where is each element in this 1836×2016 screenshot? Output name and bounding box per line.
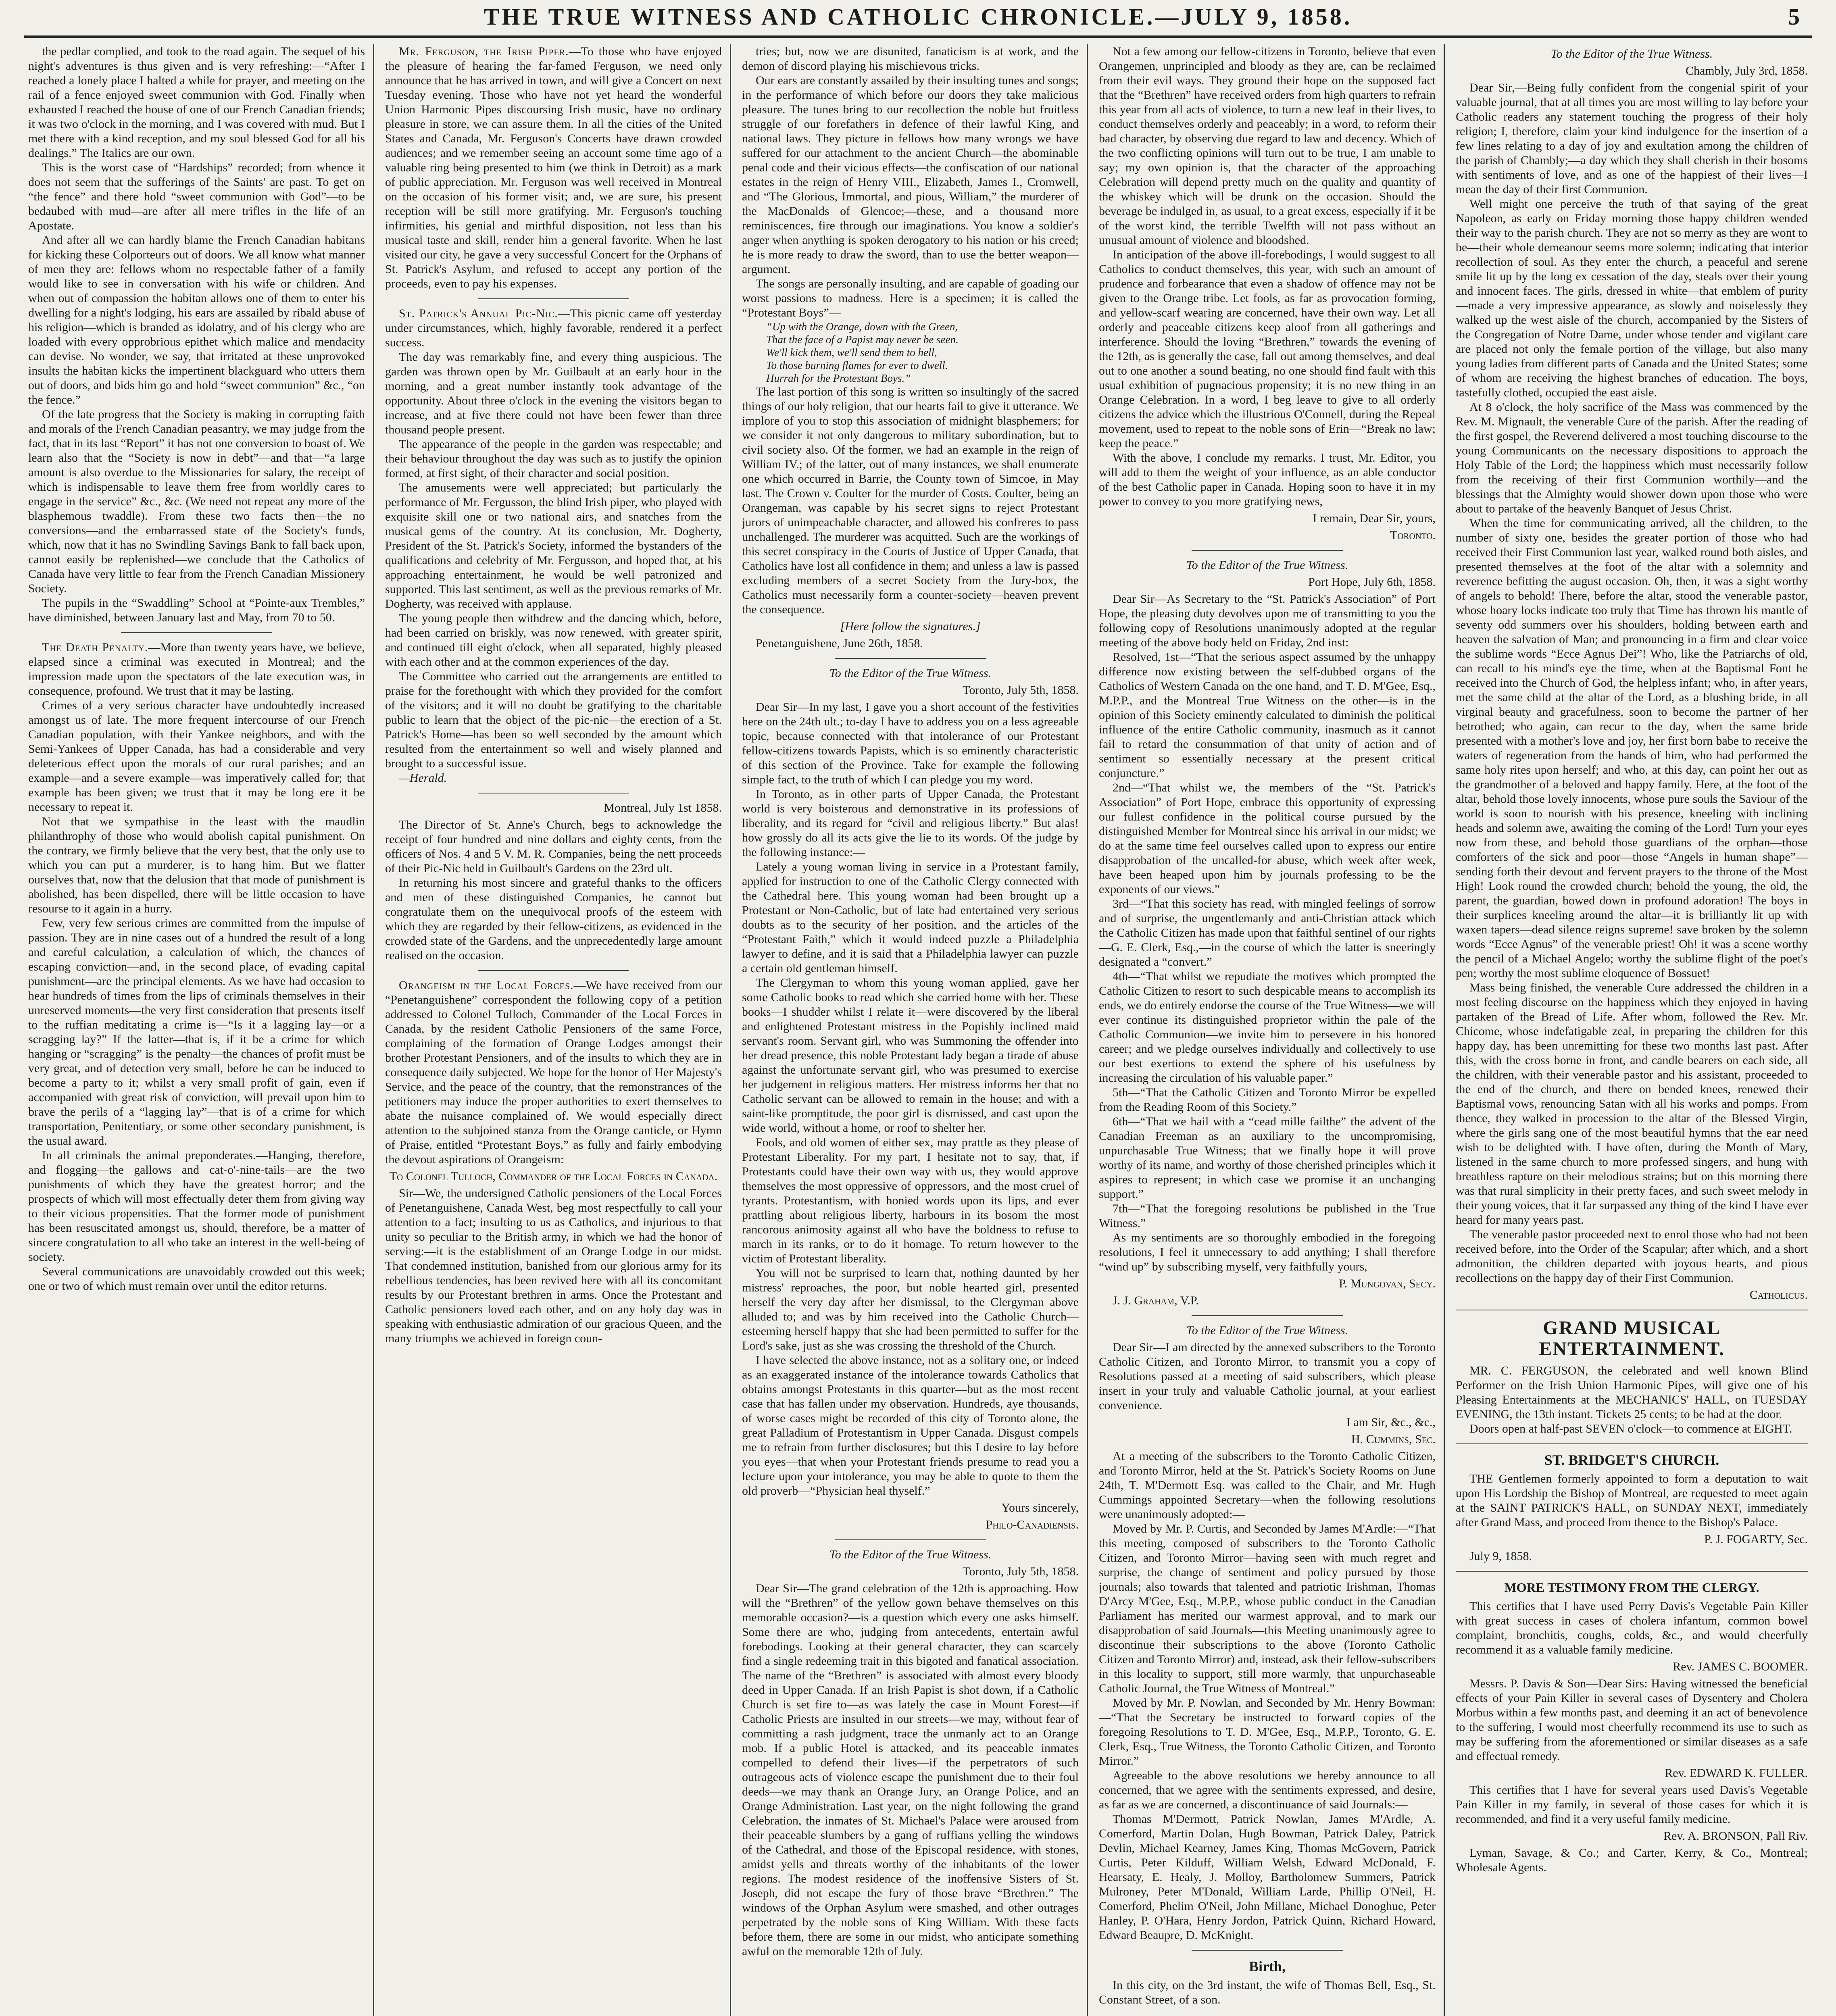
signature: Rev. A. BRONSON, Pall Riv.: [1663, 1829, 1808, 1843]
signature: Toronto.: [1390, 529, 1436, 542]
dateline: Chambly, July 3rd, 1858.: [1685, 64, 1808, 77]
paragraph: Of the late progress that the Society is making in corrupting faith and morals of the French Canadian peasantry, we may judge from the fact, that in its last “Report” it has not one conversion to boast of. We learn also that the “Society is now in debt”—and that—“a large amount is also overdue to the Missionaries for salary, the receipt of which is indispensable to leave them free from worldly cares to engage in the service” &c., &c. (We need not repeat any more of the blasphemous twaddle). From these two facts then—the no conversions—and the embarrassed state of the Society's funds, which, now that it has no Swindling Savings Bank to fall back upon, cannot easily be replenished—we conclude that the Catholics of Canada have very little to fear from the French Canadian Missionery Society.: [28, 408, 365, 595]
signature-closing: I remain, Dear Sir, yours,: [1313, 512, 1436, 525]
paragraph: Our ears are constantly assailed by their insulting tunes and songs; in the performance of which before our doors they take malicious pleasure. The tunes bring to our recollection the noble but fruitless struggle of our forefathers in defence of their lawful King, and national laws. They picture in fellows how many wrongs we have suffered for our attachment to the ancient Church—the abominable penal code and their vicious effects—the confiscation of our national estates in the reign of Henry VIII., Elizabeth, James I., Cromwell, and “The Glorious, Immortal, and pious, William,” the murderer of the MacDonalds of Glencoe;—these, and a thousand more reminiscences, fire through our imaginations. You know a soldier's anger when anything is spoken derogatory to his nation or his creed; he is more ready to draw the sword, than to use the better weapon—argument.: [742, 74, 1079, 276]
paragraph: Not that we sympathise in the least with the maudlin philanthrophy of those who would abolish capital punishment. On the contrary, we firmly believe that the very best, that the only use to which you can put a murderer, is to hang him. But we flatter ourselves that, now that the delusion that that mode of punishment is abolished, has been dispelled, there will be little occasion to have resourse to it again in a hurry.: [28, 815, 365, 915]
paragraph: This is the worst case of “Hardships” recorded; from whence it does not seem that the sufferings of the Saints' are past. To get on “the fence” and there hold “sweet communion with God”—to be bedaubed with mud—are after all mere trifles in the life of an Apostate.: [28, 161, 365, 232]
article-heading: The Death Penalty.: [42, 641, 148, 654]
paragraph: the pedlar complied, and took to the road again. The sequel of his night's adventures is thus given and is very refreshing:—“After I reached a lonely place I halted a while for prayer, and meeting on the rail of a fence enjoyed sweet communion with God. Finally when exhausted I reached the house of one of our French Canadian friends; it was two o'clock in the morning, and I was covered with mud. But I met there with a kind reception, and my soul blessed God for all his dealings.” The Italics are our own.: [28, 45, 365, 160]
paragraph: In Toronto, as in other parts of Upper Canada, the Protestant world is very boisterous and demonstrative in its professions of liberality, and its regard for “civil and religious liberty.” But alas! how grossly do all its acts give the lie to its words. Of the judge by the following instance:—: [742, 787, 1079, 859]
column-rule: [1444, 44, 1445, 2016]
paragraph: Well might one perceive the truth of that saying of the great Napoleon, as early on Friday morning those happy children wended their way to the parish church. They are not so merry as they are wont to be—their whole demeanour seems more solemn; indicating that interior recollection of soul. As they enter the church, a peaceful and serene smile lit up by the long ex cessation of the day, steals over their young and innocent faces. The girls, dressed in white—that emblem of purity—made a very impressive appearance, as slowly and noiselessly they walked up the west aisle of the church, accompanied by the Sisters of the Congregation of Notre Dame, under whose tender and vigilant care are placed not only the female portion of the village, but also many young ladies from different parts of Canada and the United States; some of whom are receiving the highest branches of education. The boys, tastefully clothed, occupied the east aisle.: [1456, 197, 1808, 399]
paragraph: The songs are personally insulting, and are capable of goading our worst passions to madness. Here is a specimen; it is called the “Protestant Boys”—: [742, 277, 1079, 319]
signature: Rev. EDWARD K. FULLER.: [1665, 1766, 1808, 1780]
paragraph: Dear Sir—I am directed by the annexed subscribers to the Toronto Catholic Citizen, and Toronto Mirror, to transmit you a copy of Resolutions passed at a meeting of said subscribers, which please insert in your truly and valuable Catholic journal, at your earliest convenience.: [1099, 1341, 1436, 1412]
resolution: 3rd—“That this society has read, with mingled feelings of sorrow and of surprise, the ungentlemanly and anti-Christian attack which the Catholic Citizen has made upon that faithful sentinel of our rights—G. E. Clerk, Esq.,—in the course of which the latter is sneeringly designated a “convert.”: [1099, 897, 1436, 968]
masthead: [24, 0, 1812, 38]
letter-address: To Colonel Tulloch, Commander of the Local Forces in Canada.: [389, 1170, 718, 1183]
paragraph: At a meeting of the subscribers to the Toronto Catholic Citizen, and Toronto Mirror, held at the St. Patrick's Society Rooms on June 24th, T. M'Dermott Esq. was called to the Chair, and Mr. Hugh Cummings appointed Secretary—when the following resolutions were unanimously adopted:—: [1099, 1450, 1436, 1521]
paragraph: You will not be surprised to learn that, nothing daunted by her mistress' reproaches, the poor, but noble hearted girl, presented herself the very day after her dismissal, to the Clergyman above alluded to; and was by him received into the Catholic Church—esteeming herself happy that she had been permitted to suffer for the Lord's sake, just as she was crossing the threshold of the Church.: [742, 1266, 1079, 1352]
editor-notice: Several communications are unavoidably crowded out this week; one or two of which must remain over until the editor returns.: [28, 1265, 365, 1293]
letter-heading: To the Editor of the True Witness.: [1550, 47, 1713, 60]
paragraph: I have selected the above instance, not as a solitary one, or indeed as an exaggerated instance of the intolerance towards Catholics that obtains amongst Protestants in this quarter—but as the most recent case that has fallen under my observation. Hundreds, aye thousands, of worse cases might be recorded of this city of Toronto alone, the great Palladium of Protestantism in Upper Canada. Disgust compels me to refrain from further disclosures; but this I desire to lay before you eyes—that when your Protestant friends presume to read you a lecture upon your intolerance, you may be able to quote to them the old proverb—“Physician heal thyself.”: [742, 1354, 1079, 1497]
dateline: Toronto, July 5th, 1858.: [963, 1565, 1079, 1578]
place-date: Penetanguishene, June 26th, 1858.: [756, 637, 923, 650]
ad-concert-text: MR. C. FERGUSON, the celebrated and well known Blind Performer on the Irish Union Harmonic Pipes, will give one of his Pleasing Entertainments at the MECHANICS' HALL, on TUESDAY EVENING, the 13th instant. Tickets 25 cents; to be had at the door.: [1456, 1364, 1808, 1421]
testimonial: Messrs. P. Davis & Son—Dear Sirs: Having witnessed the beneficial effects of your Pain Killer in several cases of Dysentery and Cholera Morbus within a few months past, and deeming it an act of benevolence to the suffering, I would most cheerfully recommend its use to such as may be suffering from the aforementioned or similar diseases as a safe and effectual remedy.: [1456, 1677, 1808, 1763]
article-heading: Orangeism in the Local Forces.: [399, 979, 574, 992]
paragraph: In anticipation of the above ill-forebodings, I would suggest to all Catholics to conduct themselves, this year, with such an amount of prudence and forbearance that even a shadow of offence may not be given to the Orange tribe. Let fools, as far as provocation forming, and yellow-scarf wearing are concerned, have their own way. Let all orderly and peaceable citizens keep aloof from all gatherings and interference. Should the loving “Brethren,” towards the evening of the 12th, as is generally the case, fall out among themselves, and deal out to one another a sound beating, no one should find fault with this usual exhibition of pugnacious propensity; it is no new thing in an Orange Celebration. In a word, I beg leave to give to all orderly citizens the advice which the illustrious O'Connell, during the Repeal movement, used to repeat to the noble sons of Erin—“Break no law; keep the peace.”: [1099, 248, 1436, 450]
divider: [1192, 550, 1343, 551]
signature: J. J. Graham, V.P.: [1113, 1294, 1199, 1307]
ad-concert-doors: Doors open at half-past SEVEN o'clock—to commence at EIGHT.: [1469, 1422, 1792, 1435]
paragraph: The Committee who carried out the arrangements are entitled to praise for the forethought with which they provided for the comfort of the visitors; and it will no doubt be gratifying to the charitable public to learn that the object of the pic-nic—the erection of a St. Patrick's Home—has been so well seconded by the amount which resulted from the entertainment so well and wisely planned and brought to a successful issue.: [385, 670, 722, 770]
verse-line: Hurrah for the Protestant Boys.”: [766, 372, 911, 384]
divider: [1456, 1571, 1808, 1572]
paragraph: The amusements were well appreciated; but particularly the performance of Mr. Fergusson, the blind Irish piper, who played with exquisite skill one or two national airs, and snatches from the musical gems of the country. At its conclusion, Mr. Dogherty, President of the St. Patrick's Society, informed the bystanders of the qualifications and celebrity of Mr. Fergusson, and hoped that, at his approaching entertainment, he would be well patronized and supported. This last sentiment, as well as the previous remarks of Mr. Dogherty, was received with applause.: [385, 481, 722, 610]
paragraph: When the time for communicating arrived, all the children, to the number of sixty one, besides the greater portion of those who had received their First Communion last year, walked round both aisles, and presented themselves at the foot of the altar with a solemnity and reverence befitting the august occasion. Oh, then, it was a sight worthy of angels to behold! There, before the altar, stood the venerable pastor, whose hoary locks indicate too truly that Time has thrown his mantle of seventy odd summers over his shoulders, holding between earth and heaven the salvation of Man; and pronouncing in a firm and clear voice the sublime words “Ecce Agnus Dei”! Who, like the Patriarchs of old, can recall to his mind's eye the time, when at the Baptismal Font he received into the Church of God, the helpless infant; who, in after years, met the same child at the altar of the Lord, as a blushing bride, in all virginal beauty and gracefulness, soon to become the partner of her betrothed; who again, can recur to the day, when the same bride presented with a mother's love and joy, her first born babe to receive the waters of regeneration from the hands of him, who had performed the same holy rites upon herself; and who, at this day, can point her out as the grandmother of a beloved and happy family. Here, at the foot of the altar, behold those lovely innocents, whose pure souls the Saviour of the world is soon to nourish with his presence, kneeling with inclining heads and solemn awe, awaiting the coming of the Lord! Turn your eyes now from these, and behold those guardians of the orphan—those comforters of the sick and poor—those “Angels in human shape”—sending forth their devout and fervent prayers to the throne of the Most High! Look round the crowded church; behold the young, the old, the parent, the guardian, bowed down in profound adoration! The boys in their surplices kneeling around the altar—it is brilliantly lit up with waxen tapers—dead silence reigns supreme! save broken by the solemn words “Ecce Agnus” of the venerable priest! Oh! it was a scene worthy the pencil of a Michael Angelo; worthy the sublime flight of the poet's pen; worthy the most sublime eloquence of Bossuet!: [1456, 516, 1808, 980]
dateline: Montreal, July 1st 1858.: [604, 801, 722, 814]
signature: Catholicus.: [1749, 1288, 1808, 1302]
source-credit: —Herald.: [399, 771, 447, 785]
dateline: Port Hope, July 6th, 1858.: [1308, 575, 1436, 589]
paragraph: The Clergyman to whom this young woman applied, gave her some Catholic books to read which she carried home with her. These books—I shudder whilst I relate it—were discovered by the liberal and enlightened Protestant mistress in the Popishly inclined maid servant's room. Servant girl, who was Summoning the offender into her dread presence, this noble Protestant lady began a tirade of abuse against the unfortunate servant girl, who was presumed to exercise her judgement in religious matters. Her mistress informs her that no Catholic servant can be allowed to remain in the house; and with a saint-like promptitude, the poor girl is dismissed, and cast upon the wide world, without a home, or roof to shelter her.: [742, 976, 1079, 1135]
letter-heading: To the Editor of the True Witness.: [1186, 1324, 1348, 1337]
divider: [835, 1539, 986, 1540]
ad-church-title: ST. BRIDGET'S CHURCH.: [1544, 1452, 1719, 1468]
divider: [478, 298, 629, 299]
paragraph: The young people then withdrew and the dancing which, before, had been carried on briskly, was now renewed, with greater spirit, and continued till eight o'clock, when all separated, highly pleased with each other and at the common experiences of the day.: [385, 612, 722, 669]
article-text: —More than twenty years have, we believe, elapsed since a criminal was executed in Montreal; and the impression made upon the spectators of the late execution was, in consequence, profound. We trust that it may be lasting.: [28, 641, 365, 698]
article-heading: Mr. Ferguson, the Irish Piper.: [399, 45, 569, 58]
divider: [1456, 1443, 1808, 1444]
column-5: [1456, 44, 1808, 2016]
paragraph: Moved by Mr. P. Nowlan, and Seconded by Mr. Henry Bowman:—“That the Secretary be instructed to forward copies of the foregoing Resolutions to T. D. M'Gee, Esq., M.P.P., Toronto, G. E. Clerk, Esq., True Witness, the Toronto Catholic Citizen, and Toronto Mirror.”: [1099, 1696, 1436, 1768]
paragraph: Fools, and old women of either sex, may prattle as they please of Protestant Liberality. For my part, I hesitate not to say, that, if Protestants could have their own way with us, they would approve themselves the most oppressive of oppressors, and the most cruel of tyrants. Protestantism, with honied words upon its lips, and ever prattling about religious liberty, harbours in its bosom the most rancorous animosity against all who have the boldness to refuse to march in its ranks, or to do it homage. To return however to the victim of Protestant liberality.: [742, 1136, 1079, 1265]
paragraph: Moved by Mr. P. Curtis, and Seconded by James M'Ardle:—“That this meeting, composed of subscribers to the Toronto Catholic Citizen, and Toronto Mirror—having seen with much regret and surprise, the change of sentiment and policy pursued by those journals; also towards that talented and patriotic Irishman, Thomas D'Arcy M'Gee, Esq., M.P.P., whose public conduct in the Canadian Parliament has merited our warmest approval, and to mark our disapprobation of said Journals—this Meeting unanimously agree to discontinue their subscriptions to the above (Toronto Catholic Citizen and Toronto Mirror) and, instead, ask their fellow-subscribers in this locality to support, still more warmly, that unpurchaseable Catholic Journal, the True Witness of Montreal.”: [1099, 1522, 1436, 1695]
testimonial: This certifies that I have used Perry Davis's Vegetable Pain Killer with great success in cases of cholera infantum, common bowel complaint, bronchitis, coughs, colds, &c., and would cheerfully recommend it as a valuable family medicine.: [1456, 1599, 1808, 1656]
article-text: —To those who have enjoyed the pleasure of hearing the far-famed Ferguson, we need only announce that he has arrived in town, and will give a Concert on next Tuesday evening. Those who have not yet heard the wonderful Union Harmonic Pipes discoursing Irish music, have no ordinary pleasure in store, we can assure them. In all the cities of the United States and Canada, Mr. Ferguson's Concerts have drawn crowded audiences; and we remember seeing an account some time ago of a valuable ring being presented to him (we think in Detroit) as a mark of public appreciation. Mr. Ferguson was well received in Montreal on the occasion of his former visit; and, we are sure, his present reception will be still more gratifying. Mr. Ferguson's touching infirmities, his genial and mirthful disposition, not less than his musical taste and skill, render him a general favorite. When he last visited our city, he gave a very successful Concert for the Orphans of St. Patrick's Asylum, and refused to accept any portion of the proceeds, even to pay his expenses.: [385, 45, 722, 290]
column-3: [742, 44, 1079, 2016]
column-4: [1099, 44, 1436, 2016]
verse-line: “Up with the Orange, down with the Green,: [766, 321, 958, 333]
paragraph: Crimes of a very serious character have undoubtedly increased amongst us of late. The more frequent intercourse of our French Canadian population, with their Yankee neighbors, and with the Semi-Yankees of Upper Canada, has had a considerable and very deleterious effect upon the morals of our rural parishes; and an example—and a severe example—was imperatively called for; that example has been given; we trust that it may be long ere it be necessary to repeat it.: [28, 699, 365, 814]
paragraph: In returning his most sincere and grateful thanks to the officers and men of these distinguished Companies, he cannot but congratulate them on the unequivocal proofs of the esteem with which they are regarded by their fellow-citizens, as evidenced in the crowded state of the Gardens, and the unprecedentedly large amount realised on the occasion.: [385, 876, 722, 962]
paragraph: In all criminals the animal preponderates.—Hanging, therefore, and flogging—the gallows and cat-o'-nine-tails—are the two punishments of which they have the greatest horror; and the prospects of which will most effectually deter them from giving way to their vicious propensities. That the former mode of punishment has been resuscitated amongst us, should, therefore, be a matter of sincere congratulation to all who take an interest in the well-being of society.: [28, 1149, 365, 1264]
article-death-penalty: [28, 640, 365, 698]
paragraph: The pupils in the “Swaddling” School at “Pointe-aux Trembles,” have diminished, between January last and May, from 70 to 50.: [28, 596, 365, 624]
article-text: —We have received from our “Penetanguishene” correspondent the following copy of a petition addressed to Colonel Tulloch, Commander of the Local Forces in Canada, by the resident Catholic Pensioners of the same Force, complaining of the formation of Orange Lodges amongst their brother Protestant Pensioners, and of the insults to which they are in consequence daily subjected. We hope for the honor of Her Majesty's Service, and the peace of the country, that the remonstrances of the petitioners may induce the proper authorities to exert themselves to abate the nuisance complained of. We would especially direct attention to the subjoined stanza from the Orange canticle, or Hymn of Praise, entitled “Protestant Boys,” as fully and fairly embodying the devout aspirations of Orangeism:: [385, 979, 722, 1166]
column-1: [28, 44, 365, 2016]
paragraph: With the above, I conclude my remarks. I trust, Mr. Editor, you will add to them the weight of your influence, as an able conductor of the best Catholic paper in Canada. Hoping soon to have it in my power to convey to you more gratifying news,: [1099, 451, 1436, 508]
column-rule: [730, 44, 731, 2016]
paragraph: The appearance of the people in the garden was respectable; and their behaviour throughout the day was such as to justify the opinion formed, at first sight, of their character and social position.: [385, 437, 722, 480]
paragraph: As my sentiments are so thoroughly embodied in the foregoing resolutions, I feel it unnecessary to add anything; I shall therefore “wind up” by subscribing myself, very faithfully yours,: [1099, 1231, 1436, 1273]
paragraph: The last portion of this song is written so insultingly of the sacred things of our holy religion, that our hearts fail to give it utterance. We implore of you to stop this association of midnight blasphemers; for we consider it not only dangerous to military subordination, but to civil society also. Of the former, we had an example in the reign of William IV.; of the latter, out of many instances, we shall enumerate one which occurred in Barrie, the County town of Simcoe, in May last. The Crown v. Coulter for the murder of Costs. Coulter, being an Orangeman, was capable by his secret signs to reject Protestant jurors of unimpeachable character, and allowed his confreres to pass unchallenged. The murderer was acquitted. Such are the workings of this secret conspiracy in the Courts of Justice of Upper Canada, that Catholics have lost all confidence in them; and unless a law is passed excluding members of a secret Society from the Jury-box, the Catholics must necessarily form a counter-society—heaven prevent the consequence.: [742, 385, 1079, 616]
testimonial: This certifies that I have for several years used Davis's Vegetable Pain Killer in my family, in several of those cases for which it is recommended, and find it a very useful family medicine.: [1456, 1783, 1808, 1826]
resolution: Resolved, 1st—“That the serious aspect assumed by the unhappy difference now existing between the self-dubbed organs of the Catholics of Western Canada on the one hand, and T. D. M'Gee, Esq., M.P.P., and the Montreal True Witness on the other—is in the opinion of this Society eminently calculated to diminish the political influence of the entire Catholic community, inasmuch as it cannot fail to retard the consummation of that unity of action and of sentiment so essentially necessary at the present critical conjuncture.”: [1099, 650, 1436, 780]
paragraph: Lately a young woman living in service in a Protestant family, applied for instruction to one of the Catholic Clergy connected with the Cathedral here. This young woman had been brought up a Protestant or Non-Catholic, but of late had entertained very serious doubts as to the security of her position, and the articles of the “Protestant Faith,” which it would indeed puzzle a Philadelphia lawyer to define, and it is said that a Philadelphia lawyer can puzzle a certain old gentleman himself.: [742, 860, 1079, 975]
ad-clergy-title: MORE TESTIMONY FROM THE CLERGY.: [1504, 1580, 1759, 1595]
divider: [1192, 1315, 1343, 1316]
column-rule: [1087, 44, 1088, 2016]
paragraph: The venerable pastor proceeded next to enrol those who had not been received before, into the Order of the Scapular; after which, and a short admonition, the children departed with joyous hearts, and pious recollections on the happy day of their First Communion.: [1456, 1228, 1808, 1285]
signature: P. J. FOGARTY, Sec.: [1704, 1533, 1808, 1546]
paragraph: At 8 o'clock, the holy sacrifice of the Mass was commenced by the Rev. M. Mignault, the venerable Cure of the parish. After the reading of the first gospel, the Reverend delivered a most touching discourse to the young Communicants on the necessary dispositions to approach the Holy Table of the Lord; the happiness which must necessarily follow from the receiving of their first Communion worthily—and the blessings that the Almighty would shower down upon those who were about to partake of the heavenly Banquet of Jesus Christ.: [1456, 400, 1808, 515]
ad-concert-title: GRAND MUSICAL ENTERTAINMENT.: [1539, 1317, 1725, 1360]
article-orangeism: [385, 978, 722, 1167]
letter-heading: To the Editor of the True Witness.: [829, 1548, 992, 1561]
resolution: 5th—“That the Catholic Citizen and Toronto Mirror be expelled from the Reading Room of this Society.”: [1099, 1086, 1436, 1114]
divider: [835, 658, 986, 659]
article-picnic: [385, 306, 722, 350]
paragraph: And after all we can hardly blame the French Canadian habitans for kicking these Colporteurs out of doors. We all know what manner of men they are: fellows whom no respectable father of a family would like to see in conversation with his wife or children. And when out of compassion the habitan allows one of them to enter his dwelling for a night's lodging, his ears are assailed by ribald abuse of his religion—which is branded as idolatry, and of his clergy who are loaded with every opprobrious epithet which malice and mendacity can devise. No wonder, we say, that irritated at these unprovoked insults the habitan kicks the impertinent blackguard who utters them out of doors, and bids him go and hold “sweet communion” &c., “on the fence.”: [28, 233, 365, 406]
paragraph: Mass being finished, the venerable Cure addressed the children in a most feeling discourse on the happiness which they enjoyed in having partaken of the Bread of Life. After whom, followed the Rev. Mr. Chicome, whose indefatigable zeal, in preparing the children for this happy day, has been unremitting for these two months last past. After this, with the cross borne in front, and candle bearers on each side, all the children, with their venerable pastor and his assistant, proceeded to the end of the church, and there on bended knees, renewed their Baptismal vows, renouncing Satan with all his works and pomps. From thence, they walked in procession to the altar of the Blessed Virgin, where the girls sang one of the most beautiful hymns that the ear need wish to be delighted with. I have often, during the Month of Mary, listened in the same church to more professed singers, and hung with breathless rapture on their melodious strains; but on this morning there was that rural simplicity in their pretty faces, and such sweet melody in their young voices, that it far surpassed any thing of the kind I have ever heard for many years past.: [1456, 981, 1808, 1227]
paragraph: Sir—We, the undersigned Catholic pensioners of the Local Forces of Penetanguishene, Canada West, beg most respectfully to call your attention to a fact; insulting to us as Catholics, and injurious to that unity so peculiar to the British army, in which we had the honor of serving:—it is the establishment of an Orange Lodge in our midst. That condemned institution, banished from our glorious army for its rebellious tendencies, has been revived here with all its concomitant results by our Protestant brethren in arms. Once the Protestant and Catholic pensioners loved each other, and on any holy day was in speaking with enthusiastic admiration of our gracious Queen, and the many triumphs we achieved in foreign coun-: [385, 1187, 722, 1345]
verse-line: We'll kick them, we'll send them to hell,: [766, 346, 937, 358]
article-text: —This picnic came off yesterday under circumstances, which, highly favorable, rendered it a perfect success.: [385, 307, 722, 349]
signatures-note: [Here follow the signatures.]: [840, 620, 981, 633]
signature: Rev. JAMES C. BOOMER.: [1673, 1660, 1808, 1673]
column-2: [385, 44, 722, 2016]
paragraph: The Director of St. Anne's Church, begs to acknowledge the receipt of four hundred and nine dollars and eighty cents, from the officers of Nos. 4 and 5 V. M. R. Companies, being the nett proceeds of their Pic-Nic held in Guilbault's Gardens on the 23rd ult.: [385, 818, 722, 875]
divider: [121, 632, 273, 633]
resolution: 4th—“That whilst we repudiate the motives which prompted the Catholic Citizen to resort to such despicable means to accomplish its ends, we do entirely endorse the course of the True Witness—we will ever continue its distinguished proprietor within the pale of the Catholic Communion—we invite him to persevere in his honored career; and we pledge ourselves individually and collectively to use our best exertions to extend the sphere of his usefulness by increasing the circulation of his valuable paper.”: [1099, 970, 1436, 1085]
masthead-title: THE TRUE WITNESS AND CATHOLIC CHRONICLE.—JULY 9, 1858.: [483, 4, 1353, 30]
divider: [478, 970, 629, 971]
ad-church-text: THE Gentlemen formerly appointed to form a deputation to wait upon His Lordship the Bishop of Montreal, are requested to meet again at the SAINT PATRICK'S HALL, on SUNDAY NEXT, immediately after Grand Mass, and proceed from thence to the Bishop's Palace.: [1456, 1472, 1808, 1529]
paragraph: Dear Sir—In my last, I gave you a short account of the festivities here on the 24th ult.; to-day I have to address you on a less agreeable topic, because connected with that intolerance of our Protestant fellow-citizens towards Papists, which is so eminently characteristic of this section of the Province. Take for example the following simple fact, to the truth of which I can pledge you my word.: [742, 700, 1079, 786]
paragraph: Not a few among our fellow-citizens in Toronto, believe that even Orangemen, unprincipled and bloody as they are, can be reclaimed from their evil ways. They ground their hope on the supposed fact that the “Brethren” have received orders from high quarters to refrain this year from all acts of violence, to turn a new leaf in their lives, to conduct themselves orderly and peaceably; in a word, to reform their bad character, by observing due regard to law and decency. Which of the two conflicting opinions will turn out to be true, I am unable to say; my own opinion is, that the character of the approaching Celebration will depend pretty much on the quality and quantity of the whiskey which will be drunk on the occasion. Should the beverage be indulged in, as usual, to a great excess, especially if it be of the worst kind, the terrible Twelfth will not pass without an unusual amount of violence and bloodshed.: [1099, 45, 1436, 247]
article-heading: St. Patrick's Annual Pic-Nic.: [399, 307, 558, 320]
resolution: 6th—“That we hail with a “cead mille failthe” the advent of the Canadian Freeman as an auxiliary to the uncompromising, unpurchasable True Witness; that we finally hope it will prove worthy of its name, and worthy of those cherished principles which it aspires to represent; in which case we promise it an unchanging support.”: [1099, 1115, 1436, 1201]
verse-line: To those burning flames for ever to dwell.: [766, 359, 948, 371]
page-number: 5: [1788, 4, 1800, 30]
agents-notice: Lyman, Savage, & Co.; and Carter, Kerry, & Co., Montreal; Wholesale Agents.: [1456, 1846, 1808, 1874]
resolution: 7th—“That the foregoing resolutions be published in the True Witness.”: [1099, 1202, 1436, 1230]
article-ferguson: [385, 44, 722, 291]
paragraph: Dear Sir—As Secretary to the “St. Patrick's Association” of Port Hope, the pleasing duty devolves upon me of transmitting to you the following copy of Resolutions unanimously adopted at the regular meeting of the above body held on Friday, 2nd inst:: [1099, 592, 1436, 649]
column-rule: [373, 44, 374, 2016]
paragraph: tries; but, now we are disunited, fanaticism is at work, and the demon of discord playing his mischievous tricks.: [742, 45, 1079, 73]
divider: [1192, 1950, 1343, 1951]
birth-notice: In this city, on the 3rd instant, the wife of Thomas Bell, Esq., St. Constant Street, of a son.: [1099, 1979, 1436, 2006]
signature-closing: I am Sir, &c., &c.,: [1346, 1416, 1436, 1429]
letter-heading: To the Editor of the True Witness.: [829, 666, 992, 680]
paragraph: Dear Sir—The grand celebration of the 12th is approaching. How will the “Brethren” of the yellow gown behave themselves on this memorable occasion?—is a question which every one asks himself. Some there are who, judging from antecedents, entertain awful forebodings. Looking at their general character, they can scarcely find a single redeeming trait in this bigoted and fanatical association. The name of the “Brethren” is associated with almost every bloody deed in Upper Canada. If an Irish Papist is shot down, if a Catholic Church is set fire to—as was lately the case in Mount Forest—if Catholic Priests are insulted in our streets—we may, without fear of committing a rash judgment, trace the unmanly act to an Orange mob. If a public Hotel is attacked, and its peaceable inmates compelled to defend their lives—if the perpetrators of such outrageous acts of violence escape the punishment due to their foul deeds—we may thank an Orange Jury, an Orange Police, and an Orange Administration. Last year, on the night following the grand Celebration, the inmates of St. Michael's Palace were aroused from their peaceable slumbers by a gang of ruffians yelling the windows of the Cathedral, and those of the Episcopal residence, with stones, amidst yells and threats worthy of the inhabitants of the lower regions. The modest residence of the inoffensive Sisters of St. Joseph, did not escape the fury of those brave “Brethren.” The windows of the Orphan Asylum were smashed, and other outrages perpetrated by the noble sons of King William. With these facts before them, there are some in our midst, who anticipate something awful on the memorable 12th of July.: [742, 1582, 1079, 1958]
paragraph: Dear Sir,—Being fully confident from the congenial spirit of your valuable journal, that at all times you are most willing to lay before your Catholic readers any statement touching the progress of their holy religion; I, therefore, claim your kind indulgence for the insertion of a few lines relating to a day of joy and exultation among the children of the parish of Chambly;—a day which they shall cherish in their bosoms with sentiments of love, and as one of the happiest of their lives—I mean the day of their first Communion.: [1456, 81, 1808, 196]
dateline: Toronto, July 5th, 1858.: [963, 683, 1079, 697]
paragraph: The day was remarkably fine, and every thing auspicious. The garden was thrown open by Mr. Guilbault at an early hour in the morning, and a great number instantly took advantage of the opportunity. About three o'clock in the evening the visitors began to increase, and at five there could not have been fewer than three thousand people present.: [385, 350, 722, 436]
letter-heading: To the Editor of the True Witness.: [1186, 558, 1348, 572]
paragraph: Few, very few serious crimes are committed from the impulse of passion. They are in nine cases out of a hundred the result of a long and careful calculation, a calculation of which, the chances of escaping conviction—and, in the second place, of evading capital punishment—are the principal elements. As we have had occasion to hear hundreds of times from the lips of criminals themselves in their unreserved moments—the very first consideration that presents itself to the ruffian meditating a crime is—“Is it a lagging lay—or a scragging lay?” If the latter—that is, if it be a crime for which hanging or “scragging” is the penalty—the chances of profit must be very great, and of detection very small, before he can be induced to become a party to it; whilst a very small profit of gain, even if accompanied with great risk of conviction, will prevail upon him to brave the perils of a “lagging lay”—that is of a crime for which transportation, Penitentiary, or some other secondary punishment, is the usual award.: [28, 916, 365, 1148]
verse-line: That the face of a Papist may never be seen.: [766, 333, 959, 346]
signature: P. Mungovan, Secy.: [1339, 1277, 1436, 1290]
ad-church-date: July 9, 1858.: [1469, 1549, 1532, 1563]
paragraph: Agreeable to the above resolutions we hereby announce to all concerned, that we agree with the sentiments expressed, and desire, as far as we are concerned, a discontinuance of said Journals:—: [1099, 1769, 1436, 1811]
signature: Philo-Canadiensis.: [986, 1518, 1079, 1531]
name-list: Thomas M'Dermott, Patrick Nowlan, James M'Ardle, A. Comerford, Martin Dolan, Hugh Bowman, Patrick Daley, Patrick Devlin, Michael Kearney, James King, Thomas McGovern, Patrick Curtis, Peter Kilduff, William Welsh, Edward McDonald, F. Hearsaty, E. Healy, J. Molloy, Bartholomew Summers, Patrick Mulroney, Peter M'Donald, William Larde, Phillip O'Neil, H. Comerford, Phelim O'Neil, John Millane, Michael Donoghue, Peter Hanley, P. O'Hara, Henry Jordon, Patrick Quinn, Richard Howard, Edward Beaupre, D. McKnight.: [1099, 1812, 1436, 1942]
signature: H. Cummins, Sec.: [1351, 1433, 1436, 1446]
birth-heading: Birth,: [1248, 1958, 1286, 1974]
resolution: 2nd—“That whilst we, the members of the “St. Patrick's Association” of Port Hope, embrace this opportunity of expressing our fullest confidence in the political course pursued by the distinguished Member for Montreal since his arrival in our midst; we do at the same time feel ourselves called upon to express our entire disapprobation of the uncalled-for abuse, which week after week, have been heaped upon him by journals professing to be the exponents of our views.”: [1099, 781, 1436, 896]
signature-closing: Yours sincerely,: [1001, 1501, 1079, 1514]
